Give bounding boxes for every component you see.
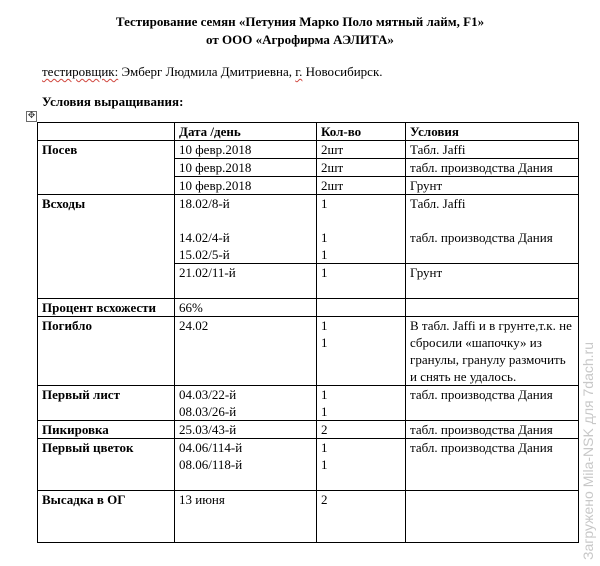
table-row — [38, 386, 579, 421]
conditions-cell — [406, 299, 579, 317]
qty-value: 1 — [321, 440, 328, 455]
header-cell-conditions: Условия — [406, 123, 579, 141]
conditions-cell: Табл. Jaffi — [406, 141, 579, 159]
tester-name: Эмберг Людмила Дмитриевна — [118, 64, 289, 79]
date-value: 04.03/22-й — [179, 387, 237, 402]
header-cell-stage — [38, 123, 175, 141]
conditions-cell — [406, 195, 579, 264]
tester-city-abbr: г. — [295, 64, 303, 79]
date-value: 13 июня — [179, 492, 225, 507]
date-value: 08.06/118-й — [179, 457, 243, 472]
qty-cell — [317, 195, 406, 264]
qty-cell — [317, 317, 406, 386]
document-title-line1: Тестирование семян «Петуния Марко Поло мятный лайм, F1» — [115, 14, 485, 29]
tester-city-prefix: , — [288, 64, 296, 79]
stage-label-sprouts: Всходы — [38, 195, 175, 299]
conditions-value: табл. производства Дания — [410, 230, 553, 245]
qty-value: 1 — [321, 404, 328, 419]
tester-label: тестировщик: — [42, 64, 119, 79]
stage-label-first-flower: Первый цветок — [38, 439, 175, 491]
table-row — [38, 195, 579, 264]
move-handle-icon[interactable]: ✥ — [27, 111, 36, 121]
date-value: 15.02/5-й — [179, 247, 230, 262]
tester-line — [42, 64, 383, 80]
qty-cell: 2шт — [317, 141, 406, 159]
qty-cell: 2шт — [317, 159, 406, 177]
qty-cell — [317, 299, 406, 317]
qty-value: 1 — [321, 247, 328, 262]
date-value: 14.02/4-й — [179, 230, 230, 245]
stage-label-died: Погибло — [38, 317, 175, 386]
date-cell — [175, 491, 317, 543]
stage-label-planting: Высадка в ОГ — [38, 491, 175, 543]
date-cell: 10 февр.2018 — [175, 159, 317, 177]
table-row — [38, 421, 579, 439]
conditions-cell: Грунт — [406, 264, 579, 299]
date-value: 21.02/11-й — [179, 265, 236, 280]
conditions-subheading: Условия выращивания: — [42, 94, 184, 109]
header-cell-date: Дата /день — [175, 123, 317, 141]
table-header-row — [38, 123, 579, 141]
stage-label-sowing: Посев — [38, 141, 175, 195]
date-cell: 24.02 — [175, 317, 317, 386]
qty-cell: 2шт — [317, 177, 406, 195]
conditions-cell: табл. производства Дания — [406, 421, 579, 439]
stage-label-first-leaf: Первый лист — [38, 386, 175, 421]
conditions-cell: табл. производства Дания — [406, 439, 579, 491]
germination-value: 66% — [175, 299, 317, 317]
stage-label-germination: Процент всхожести — [38, 299, 175, 317]
date-cell: 10 февр.2018 — [175, 141, 317, 159]
date-cell: 10 февр.2018 — [175, 177, 317, 195]
qty-cell — [317, 386, 406, 421]
qty-cell: 2 — [317, 421, 406, 439]
growing-conditions-table — [37, 122, 579, 543]
date-cell — [175, 264, 317, 299]
date-cell: 25.03/43-й — [175, 421, 317, 439]
qty-value: 1 — [321, 230, 328, 245]
date-cell — [175, 386, 317, 421]
date-cell — [175, 439, 317, 491]
qty-cell: 1 — [317, 264, 406, 299]
date-value: 04.06/114-й — [179, 440, 243, 455]
date-cell — [175, 195, 317, 264]
watermark: Загружено Mila-NSK для 7dach.ru — [580, 342, 596, 560]
qty-value: 1 — [321, 387, 328, 402]
qty-cell — [317, 439, 406, 491]
died-note: В табл. Jaffi и в грунте,т.к. не сбросили «шапочку» из гранулы, гранулу размочить и снять не удалось. — [406, 317, 579, 386]
date-value: 18.02/8-й — [179, 196, 230, 211]
qty-cell: 2 — [317, 491, 406, 543]
table-row — [38, 317, 579, 386]
table-row — [38, 491, 579, 543]
qty-value: 1 — [321, 318, 328, 333]
stage-label-pricking: Пикировка — [38, 421, 175, 439]
conditions-value: Табл. Jaffi — [410, 196, 466, 211]
header-cell-qty: Кол-во — [317, 123, 406, 141]
tester-city: Новосибирск. — [302, 64, 383, 79]
table-row — [38, 439, 579, 491]
table-row — [38, 141, 579, 159]
qty-value: 1 — [321, 335, 328, 350]
conditions-cell: табл. производства Дания — [406, 159, 579, 177]
qty-value: 1 — [321, 457, 328, 472]
table-row — [38, 299, 579, 317]
document-title-line2: от ООО «Агрофирма АЭЛИТА» — [206, 32, 394, 47]
qty-value: 1 — [321, 196, 328, 211]
conditions-cell: табл. производства Дания — [406, 386, 579, 421]
conditions-cell: Грунт — [406, 177, 579, 195]
conditions-cell — [406, 491, 579, 543]
date-value: 08.03/26-й — [179, 404, 237, 419]
